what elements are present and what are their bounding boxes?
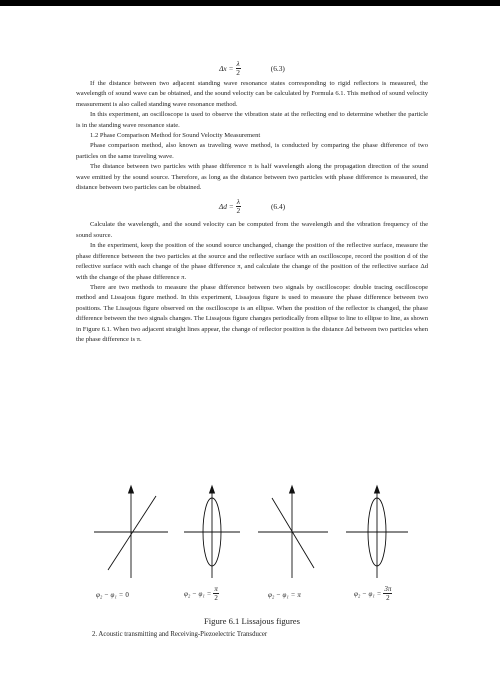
paragraph: There are two methods to measure the phase difference between two signals by oscilloscope: double tracing oscilloscope method and Lissajous figure method. In this experiment, Lissajous figure is used to measure the phase difference between two positions. The Lissajous figure observed on the oscilloscope is an ellipse. When the position of the reflector is changed, the phase difference between the two signals changes. The Lissajous figure changes periodically from ellipse to line to ellipse to line, as shown in Figure 6.1. When two adjacent straight lines appear, the change of reflector position is the distance Δd between two particles when the phase difference is π. xyxy=(76,283,428,343)
paragraph: If the distance between two adjacent standing wave resonance states corresponding to rigid reflectors is measured, the wavelength of sound wave can be obtained, and the sound velocity can be calculated by Formula 6.1. This method of sound velocity measurement is also called standing wave resonance method. xyxy=(76,80,428,108)
paragraph: The distance between two particles with phase difference π is half wavelength along the propagation direction of the sound wave emitted by the sound source. Therefore, as long as the distance between two particles with phase difference is measured, the distance between two particles can be obtained. xyxy=(76,163,428,192)
subheading: 1.2 Phase Comparison Method for Sound Velocity Measurement xyxy=(90,132,261,140)
figure-caption: Figure 6.1 Lissajous figures xyxy=(204,616,300,626)
paragraph: In the experiment, keep the position of the sound source unchanged, change the position of the reflective surface, measure the phase difference between the two particles at the source and the reflective surface with an oscilloscope, record the position d of the reflective surface with each change of the phase difference π, and calculate the change of the position of the reflective surface Δd with the change of the phase difference π. xyxy=(76,242,428,281)
lissajous-figure xyxy=(76,482,428,582)
paragraph: Calculate the wavelength, and the sound velocity can be computed from the wavelength and the vibration frequency of the sound source. xyxy=(76,221,428,239)
equation-fraction xyxy=(236,60,241,77)
equation-fraction xyxy=(236,198,241,215)
fraction-numerator: λ xyxy=(236,59,240,68)
lissajous-diagram xyxy=(76,482,428,582)
equation-number: (6.3) xyxy=(270,63,285,73)
phase-label: φ₂ − φ₁ = π xyxy=(268,591,301,599)
fraction-denominator: 2 xyxy=(236,68,240,77)
paragraph: In this experiment, an oscilloscope is used to observe the vibration state at the reflecting end to determine whether the particle is in the standing wave resonance state. xyxy=(76,111,428,129)
section-heading: 2. Acoustic transmitting and Receiving-Piezoelectric Transducer xyxy=(92,631,268,638)
phase-label: φ₂ − φ₁ = 0 xyxy=(96,591,129,599)
equation-lhs: Δx = xyxy=(219,63,234,73)
equation-lhs: Δd = xyxy=(218,201,234,211)
document-body xyxy=(76,58,428,345)
equation-number: (6.4) xyxy=(270,201,286,211)
top-border xyxy=(0,0,500,6)
paragraph: Phase comparison method, also known as traveling wave method, is conducted by comparing the phase difference of two particles on the same traveling wave. xyxy=(76,142,428,160)
equation-6-3 xyxy=(76,60,428,77)
phase-label: φ₂ − φ₁ = $\frac{\pi}{2}$ xyxy=(184,585,218,602)
fraction-numerator: λ xyxy=(236,197,240,207)
fraction-denominator: 2 xyxy=(236,206,241,216)
lissajous-line-pi xyxy=(258,486,328,578)
lissajous-ellipse-pi-half xyxy=(184,486,240,578)
equation-6-4 xyxy=(76,198,428,215)
lissajous-ellipse-3pi-half xyxy=(346,486,408,578)
phase-labels xyxy=(76,585,428,607)
phase-label: φ₂ − φ₁ = $\frac{3\pi}{2}$ xyxy=(354,585,392,602)
lissajous-line-0 xyxy=(94,486,168,578)
